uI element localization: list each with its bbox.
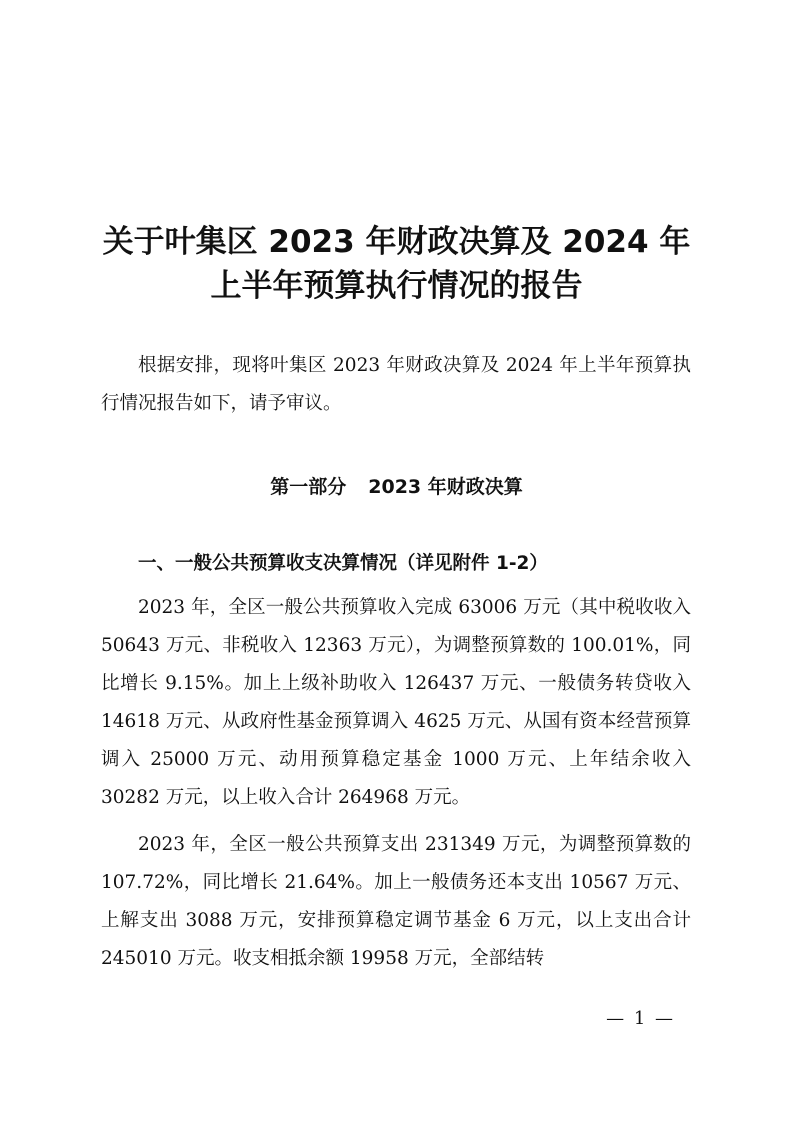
- part-heading-label: 第一部分: [270, 476, 347, 498]
- expenditure-paragraph: 2023 年，全区一般公共预算支出 231349 万元，为调整预算数的 107.72%，同比增长 21.64%。加上一般债务还本支出 10567 万元、上解支出 3088 万元，安排预算稳定调节基金 6 万元，以上支出合计 245010 万元。收支相抵余额 19958 万元，全部结转: [101, 834, 691, 969]
- part-heading-title: 2023 年财政决算: [368, 476, 523, 498]
- intro-paragraph: 根据安排，现将叶集区 2023 年财政决算及 2024 年上半年预算执行情况报告如下，请予审议。: [101, 355, 691, 414]
- section-heading-general-budget: 一、一般公共预算收支决算情况（详见附件 1-2）: [138, 553, 548, 574]
- page-number: — 1 —: [606, 1008, 675, 1029]
- report-title-line-2: 上半年预算执行情况的报告: [210, 268, 583, 304]
- part-heading: [0, 472, 793, 502]
- revenue-paragraph: 2023 年，全区一般公共预算收入完成 63006 万元（其中税收收入 50643 万元、非税收入 12363 万元），为调整预算数的 100.01%，同比增长 9.15%。加上上级补助收入 126437 万元、一般债务转贷收入 14618 万元、从政府性基金预算调入 4625 万元、从国有资本经营预算调入 25000 万元、动用预算稳定基金 1000 万元、上年结余收入 30282 万元，以上收入合计 264968 万元。: [101, 597, 691, 808]
- report-title-line-1: 关于叶集区 2023 年财政决算及 2024 年: [102, 224, 691, 260]
